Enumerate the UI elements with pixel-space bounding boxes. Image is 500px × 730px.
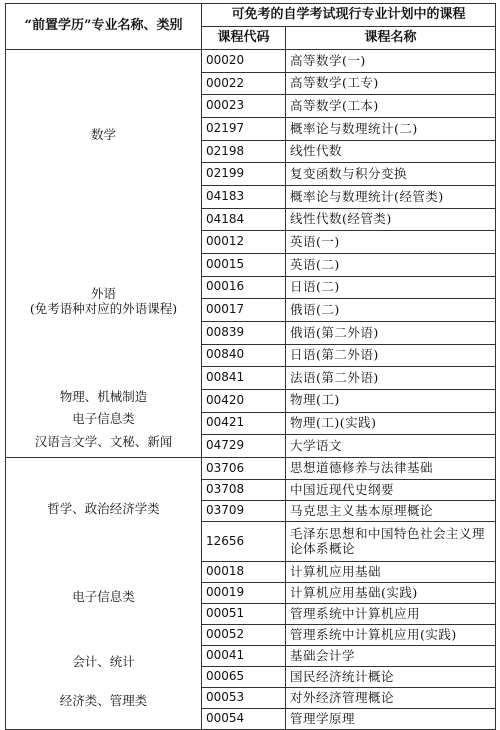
- course-code: 02198: [202, 140, 286, 163]
- course-code: 00839: [202, 321, 286, 344]
- course-code: 00017: [202, 299, 286, 322]
- course-code: 03706: [202, 458, 286, 480]
- course-name: 日语(第二外语): [286, 344, 496, 367]
- course-code: 00840: [202, 344, 286, 367]
- course-name: 物理(工): [286, 389, 496, 412]
- course-code: 12656: [202, 522, 286, 562]
- course-name: 管理学原理: [286, 709, 496, 730]
- course-code: 00421: [202, 412, 286, 435]
- course-code: 00016: [202, 276, 286, 299]
- course-name: 线性代数(经管类): [286, 208, 496, 231]
- course-name: 毛泽东思想和中国特色社会主义理论体系概论: [286, 522, 496, 562]
- course-code: 00015: [202, 253, 286, 276]
- course-name: 基础会计学: [286, 646, 496, 667]
- category-economics: 经济类、管理类: [59, 693, 148, 708]
- course-name: 高等数学(一): [286, 50, 496, 73]
- header-course-name: 课程名称: [286, 27, 496, 50]
- category-misc: 物理、机械制造 电子信息类 汉语言文学、文秘、新闻: [34, 388, 173, 449]
- category-electronics: 电子信息类: [72, 589, 135, 604]
- table-body: [6, 50, 496, 730]
- course-name: 思想道德修养与法律基础: [286, 458, 496, 480]
- course-name: 大学语文: [286, 435, 496, 458]
- course-code: 00420: [202, 389, 286, 412]
- course-code: 00018: [202, 562, 286, 583]
- course-code: 00065: [202, 667, 286, 688]
- course-name: 英语(二): [286, 253, 496, 276]
- course-name: 概率论与数理统计(二): [286, 117, 496, 140]
- course-code: 00041: [202, 646, 286, 667]
- course-code: 00022: [202, 72, 286, 95]
- course-code: 00052: [202, 625, 286, 646]
- course-name: 日语(二): [286, 276, 496, 299]
- table-row: [6, 50, 496, 73]
- course-code: 04729: [202, 435, 286, 458]
- course-name: 管理系统中计算机应用(实践): [286, 625, 496, 646]
- course-code: 00019: [202, 583, 286, 604]
- course-code: 04184: [202, 208, 286, 231]
- course-name: 物理(工)(实践): [286, 412, 496, 435]
- category-cell-specialized: [6, 458, 202, 730]
- course-name: 中国近现代史纲要: [286, 480, 496, 501]
- table-row: [6, 458, 496, 480]
- course-name: 俄语(二): [286, 299, 496, 322]
- course-name: 马克思主义基本原理概论: [286, 501, 496, 522]
- course-name: 计算机应用基础(实践): [286, 583, 496, 604]
- exemption-table: [5, 3, 496, 730]
- course-code: 00020: [202, 50, 286, 73]
- header-exempt-courses: 可免考的自学考试现行专业计划中的课程: [202, 4, 496, 27]
- course-code: 02197: [202, 117, 286, 140]
- course-name: 复变函数与积分变换: [286, 163, 496, 186]
- course-code: 03708: [202, 480, 286, 501]
- course-name: 线性代数: [286, 140, 496, 163]
- course-name: 国民经济统计概论: [286, 667, 496, 688]
- course-name: 管理系统中计算机应用: [286, 604, 496, 625]
- course-name: 概率论与数理统计(经管类): [286, 185, 496, 208]
- course-code: 03709: [202, 501, 286, 522]
- course-code: 00841: [202, 367, 286, 390]
- header-prior-degree: “前置学历”专业名称、类别: [6, 4, 202, 50]
- course-name: 高等数学(工专): [286, 72, 496, 95]
- course-code: 04183: [202, 185, 286, 208]
- course-code: 00012: [202, 231, 286, 254]
- header-course-code: 课程代码: [202, 27, 286, 50]
- course-code: 02199: [202, 163, 286, 186]
- category-accounting: 会计、统计: [72, 654, 135, 669]
- course-name: 英语(一): [286, 231, 496, 254]
- category-language: 外语 (免考语种对应的外语课程): [29, 286, 178, 316]
- course-code: 00051: [202, 604, 286, 625]
- course-code: 00054: [202, 709, 286, 730]
- course-code: 00023: [202, 95, 286, 118]
- course-name: 法语(第二外语): [286, 367, 496, 390]
- course-name: 俄语(第二外语): [286, 321, 496, 344]
- category-math: 数学: [90, 127, 116, 143]
- course-name: 对外经济管理概论: [286, 688, 496, 709]
- category-philosophy: 哲学、政治经济学类: [47, 501, 160, 516]
- course-name: 计算机应用基础: [286, 562, 496, 583]
- course-name: 高等数学(工本): [286, 95, 496, 118]
- category-cell-general: [6, 50, 202, 458]
- course-code: 00053: [202, 688, 286, 709]
